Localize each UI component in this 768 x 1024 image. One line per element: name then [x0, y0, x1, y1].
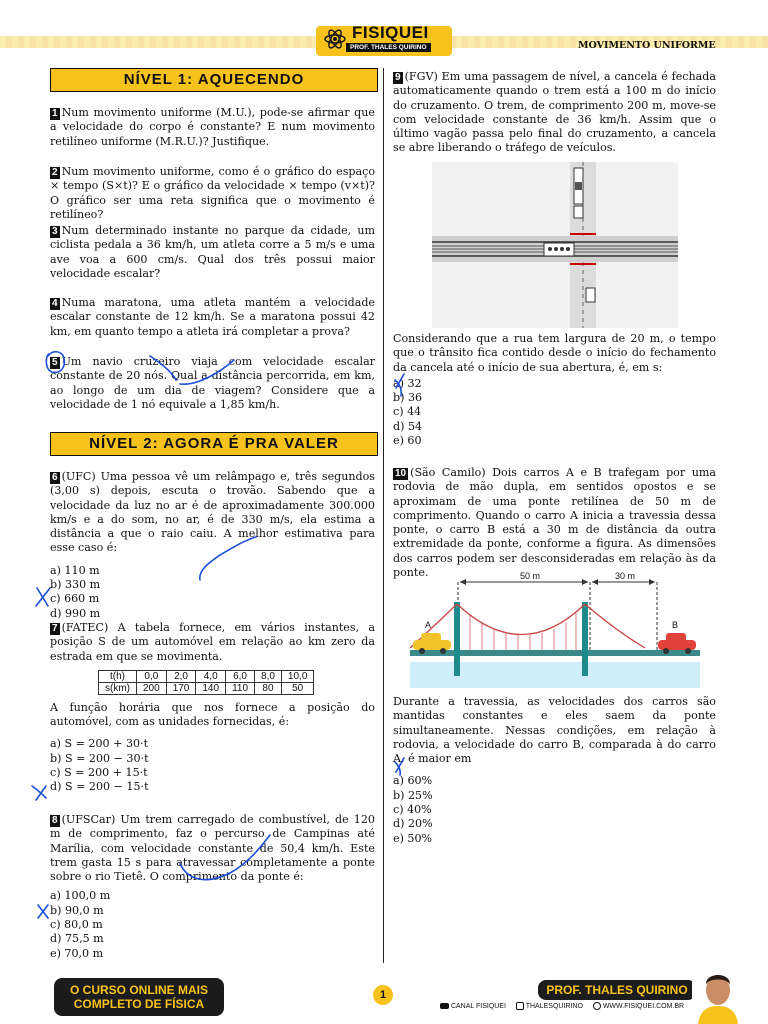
question-text-2: A função horária que nos fornece a posição do automóvel, com as unidades fornecidas, é:	[50, 700, 375, 729]
option-d[interactable]: d) S = 200 − 15·t	[50, 780, 149, 794]
table-cell: 4,0	[196, 670, 226, 682]
promo-line-1: O CURSO ONLINE MAIS	[69, 983, 208, 997]
globe-icon	[593, 1002, 601, 1010]
option-a[interactable]: a) 60%	[393, 774, 433, 788]
question-number: 1	[52, 108, 58, 119]
table-cell: 0,0	[137, 670, 167, 682]
option-c[interactable]: c) 660 m	[50, 592, 100, 606]
table-cell: 170	[166, 682, 196, 694]
option-a[interactable]: a) 110 m	[50, 563, 100, 577]
question-text: (FATEC) A tabela fornece, em vários instantes, a posição S de um automóvel em relação ao km zero da estrada em que se movimenta.	[50, 621, 375, 663]
label-30m: 30 m	[615, 571, 636, 581]
question-text: Numa maratona, uma atleta mantém a velocidade escalar constante de 12 km/h. Se a maratona possui 42 km, em quanto tempo a atleta irá completar a prova?	[50, 296, 375, 338]
options-list	[393, 377, 716, 448]
question-3	[50, 224, 375, 281]
table-header: s(km)	[99, 682, 137, 694]
question-text: Um navio cruzeiro viaja com velocidade escalar constante de 20 nós. Qual a distância percorrida, em km, ao longo de um dia de viagem? Considere que a velocidade de 1 nó equivale a 1,85 km/h.	[50, 355, 375, 411]
question-1	[50, 106, 375, 149]
question-8	[50, 813, 375, 961]
question-text: Num movimento uniforme, como é o gráfico do espaço × tempo (S×t)? E o gráfico da velocidade × tempo (v×t)? O gráfico ser uma reta significa que o movimento é retilíneo?	[50, 165, 375, 221]
promo-badge	[54, 978, 224, 1016]
data-table	[98, 670, 314, 695]
question-number: 7	[52, 623, 58, 634]
question-10-part-2	[393, 695, 716, 846]
promo-line-2: COMPLETO DE FÍSICA	[73, 997, 205, 1011]
table-cell: 140	[196, 682, 226, 694]
option-c[interactable]: c) 80,0 m	[50, 918, 103, 932]
question-10	[393, 466, 716, 580]
option-d[interactable]: d) 54	[393, 419, 423, 433]
table-row	[99, 682, 314, 694]
option-b[interactable]: b) 36	[393, 391, 423, 405]
site-link[interactable]: WWW.FISIQUEI.COM.BR	[602, 1002, 685, 1010]
column-divider	[383, 68, 384, 963]
option-a[interactable]: a) S = 200 + 30·t	[50, 737, 149, 751]
option-d[interactable]: d) 75,5 m	[50, 932, 104, 946]
question-text: (UFSCar) Um trem carregado de combustível, de 120 m de comprimento, faz o percurso de Campinas até Marília, com velocidade constante de 50,4 km/h. Este trem gasta 15 s para atravessar completamente a ponte sobre o rio Tietê. O comprimento da ponte é:	[50, 813, 375, 884]
table-cell: 8,0	[255, 670, 282, 682]
question-text-2: Durante a travessia, as velocidades dos carros são mantidas constantes e eles saem da ponte simultaneamente. Nessas condições, em relação à rodovia, a velocidade do carro B, comparada à do carro A, é maior em	[393, 695, 716, 766]
page-title: MOVIMENTO UNIFORME	[578, 40, 716, 51]
options-list	[50, 889, 375, 960]
table-cell: 10,0	[281, 670, 313, 682]
option-e[interactable]: e) 70,0 m	[50, 946, 104, 960]
options-list	[393, 774, 716, 845]
question-7	[50, 621, 375, 795]
question-number: 5	[52, 357, 58, 368]
table-header: t(h)	[99, 670, 137, 682]
option-c[interactable]: c) 44	[393, 405, 422, 419]
option-b[interactable]: b) 330 m	[50, 578, 101, 592]
question-text-2: Considerando que a rua tem largura de 20 m, o tempo que o trânsito fica contido desde o início do fechamento da cancela até o início de sua abertura, é, em s:	[393, 332, 716, 374]
table-cell: 80	[255, 682, 282, 694]
question-text: Num determinado instante no parque da cidade, um ciclista pedala a 36 km/h, um atleta corre a 5 m/s e uma ave voa a 600 cm/s. Qual dos três possui maior velocidade escalar?	[50, 224, 375, 280]
question-2	[50, 165, 375, 222]
question-text: Num movimento uniforme (M.U.), pode-se afirmar que a velocidade do corpo é constante? E num movimento retilíneo uniforme (M.R.U.)? Justifique.	[50, 106, 375, 148]
question-4	[50, 296, 375, 339]
table-cell: 200	[137, 682, 167, 694]
table-cell: 6,0	[226, 670, 255, 682]
option-b[interactable]: b) 90,0 m	[50, 903, 104, 917]
question-9	[393, 70, 716, 156]
options-list	[50, 564, 375, 621]
question-5	[50, 355, 375, 412]
question-text: (UFC) Uma pessoa vê um relâmpago e, três segundos (3,00 s) depois, escuta o trovão. Sabendo que a velocidade da luz no ar é de aproximadamente 300.000 km/s e a do som, no ar, é de 330 m/s, ela estima a distância a que o raio caiu. A melhor estimativa para esse caso é:	[50, 470, 375, 555]
question-9-part-2	[393, 332, 716, 448]
option-c[interactable]: c) 40%	[393, 803, 432, 817]
teacher-badge: PROF. THALES QUIRINO	[538, 980, 696, 1000]
option-d[interactable]: d) 990 m	[50, 606, 101, 620]
railroad-crossing-figure	[432, 162, 678, 328]
table-cell: 50	[281, 682, 313, 694]
table-cell: 2,0	[166, 670, 196, 682]
question-number: 6	[52, 472, 58, 483]
option-b[interactable]: b) 25%	[393, 788, 433, 802]
instagram-link[interactable]: THALESQUIRINO	[525, 1002, 583, 1010]
atom-icon	[324, 28, 346, 50]
option-b[interactable]: b) S = 200 − 30·t	[50, 751, 149, 765]
table-row	[99, 670, 314, 682]
table-cell: 110	[226, 682, 255, 694]
canal-link[interactable]: CANAL FISIQUEI	[450, 1002, 506, 1010]
question-number: 8	[52, 815, 58, 826]
option-e[interactable]: e) 50%	[393, 831, 433, 845]
question-6	[50, 470, 375, 621]
social-links	[440, 1002, 684, 1010]
question-number: 4	[52, 298, 58, 309]
question-text: (São Camilo) Dois carros A e B trafegam por uma rodovia de mão dupla, em sentidos opostos e se aproximam de uma ponte retilínea de 50 m de comprimento. Quando o carro A inicia a travessia dessa ponte, o carro B está a 30 m de distância da outra extremidade da ponte, conforme a figura. As dimensões dos carros podem ser desconsideradas em relação às da ponte.	[393, 466, 716, 580]
question-number: 10	[395, 468, 407, 479]
question-number: 9	[395, 72, 401, 83]
youtube-icon	[440, 1003, 449, 1009]
level2-banner: NÍVEL 2: AGORA É PRA VALER	[50, 432, 378, 456]
instagram-icon	[516, 1002, 524, 1010]
teacher-avatar	[692, 966, 744, 1024]
car-b-label: B	[672, 620, 679, 630]
option-e[interactable]: e) 60	[393, 434, 422, 448]
question-number: 3	[52, 226, 58, 237]
option-d[interactable]: d) 20%	[393, 817, 433, 831]
question-text: (FGV) Em uma passagem de nível, a cancela é fechada automaticamente quando o trem está a 100 m do início do cruzamento. O trem, de comprimento 200 m, move-se com velocidade constante de 36 km/h. Assim que o último vagão passa pelo final do cruzamento, a cancela se abre liberando o tráfego de veículos.	[393, 70, 716, 155]
car-a-label: A	[425, 620, 432, 630]
label-50m: 50 m	[520, 571, 541, 581]
fisiquei-logo	[316, 23, 452, 56]
question-number: 2	[52, 167, 58, 178]
brand-subtitle: PROF. THALES QUIRINO	[346, 43, 431, 52]
options-list	[50, 737, 375, 794]
bridge-figure	[410, 570, 700, 690]
option-c[interactable]: c) S = 200 + 15·t	[50, 766, 148, 780]
option-a[interactable]: a) 100,0 m	[50, 889, 111, 903]
option-a[interactable]: a) 32	[393, 376, 422, 390]
page-number: 1	[373, 985, 393, 1005]
level1-banner: NÍVEL 1: AQUECENDO	[50, 68, 378, 92]
brand-name: FISIQUEI	[352, 23, 429, 42]
